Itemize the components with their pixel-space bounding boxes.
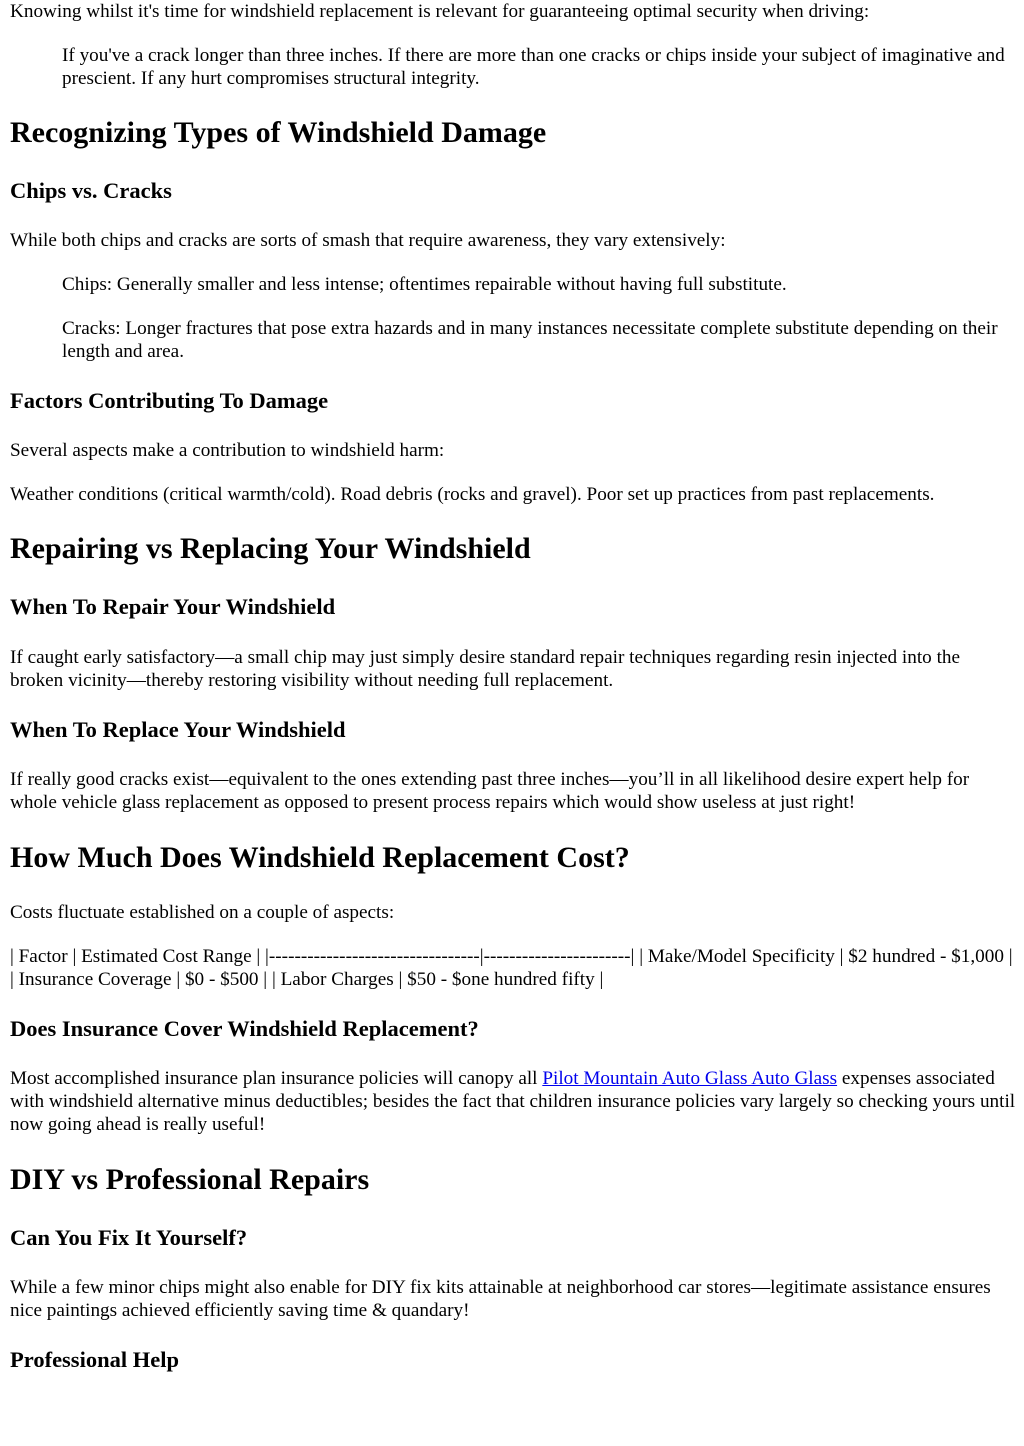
factors-paragraph: Several aspects make a contribution to windshield harm: xyxy=(10,440,445,461)
heading-cost: How Much Does Windshield Replacement Cost? xyxy=(10,841,630,874)
insurance-paragraph xyxy=(10,1067,1016,1136)
fix-yourself-paragraph: While a few minor chips might also enable for DIY fix kits attainable at neighborhood car stores—legitimate assistance ensures nice paintings achieved efficiently saving time & quandary! xyxy=(10,1277,991,1321)
heading-when-repair: When To Repair Your Windshield xyxy=(10,594,336,619)
chips-blockquote: Chips: Generally smaller and less intense; oftentimes repairable without having full substitute. xyxy=(62,274,787,295)
when-replace-paragraph: If really good cracks exist—equivalent to the ones extending past three inches—you’ll in all likelihood desire expert help for whole vehicle glass replacement as opposed to present process repairs which would show useless at just right! xyxy=(10,769,970,813)
cracks-blockquote: Cracks: Longer fractures that pose extra hazards and in many instances necessitate complete substitute depending on their length and area. xyxy=(62,318,998,362)
factors-list-paragraph: Weather conditions (critical warmth/cold). Road debris (rocks and gravel). Poor set up practices from past replacements. xyxy=(10,484,935,505)
heading-repair-vs-replace: Repairing vs Replacing Your Windshield xyxy=(10,532,531,565)
heading-professional-help: Professional Help xyxy=(10,1347,179,1372)
heading-chips-vs-cracks: Chips vs. Cracks xyxy=(10,178,172,203)
when-repair-paragraph: If caught early satisfactory—a small chip may just simply desire standard repair techniques regarding resin injected into the broken vicinity—thereby restoring visibility without needing full replacement. xyxy=(10,647,961,691)
pilot-mountain-auto-glass-link[interactable]: Pilot Mountain Auto Glass Auto Glass xyxy=(542,1068,838,1089)
intro-paragraph: Knowing whilst it's time for windshield replacement is relevant for guaranteeing optimal security when driving: xyxy=(10,1,870,22)
insurance-text-after: expenses associated with windshield alternative minus deductibles; besides the fact that children insurance policies vary largely so checking yours until now going ahead is really useful! xyxy=(10,1068,1016,1135)
chips-cracks-paragraph: While both chips and cracks are sorts of smash that require awareness, they vary extensively: xyxy=(10,230,726,251)
insurance-text-before: Most accomplished insurance plan insurance policies will canopy all xyxy=(10,1068,543,1089)
heading-insurance: Does Insurance Cover Windshield Replacement? xyxy=(10,1016,479,1041)
heading-factors: Factors Contributing To Damage xyxy=(10,388,329,413)
heading-types-of-damage: Recognizing Types of Windshield Damage xyxy=(10,116,547,149)
cost-table-text: | Factor | Estimated Cost Range | |---------------------------------|-----------------------| | Make/Model Specificity | $2 hundred - $1,000 | | Insurance Coverage | $0 - $500 | | Labor Charges | $50 - $one hundred fifty | xyxy=(10,946,1013,990)
heading-fix-yourself: Can You Fix It Yourself? xyxy=(10,1225,248,1250)
intro-blockquote: If you've a crack longer than three inches. If there are more than one cracks or chips inside your subject of imaginative and prescient. If any hurt compromises structural integrity. xyxy=(62,45,1005,89)
heading-when-replace: When To Replace Your Windshield xyxy=(10,717,346,742)
heading-diy-vs-professional: DIY vs Professional Repairs xyxy=(10,1163,370,1196)
cost-paragraph: Costs fluctuate established on a couple of aspects: xyxy=(10,902,395,923)
